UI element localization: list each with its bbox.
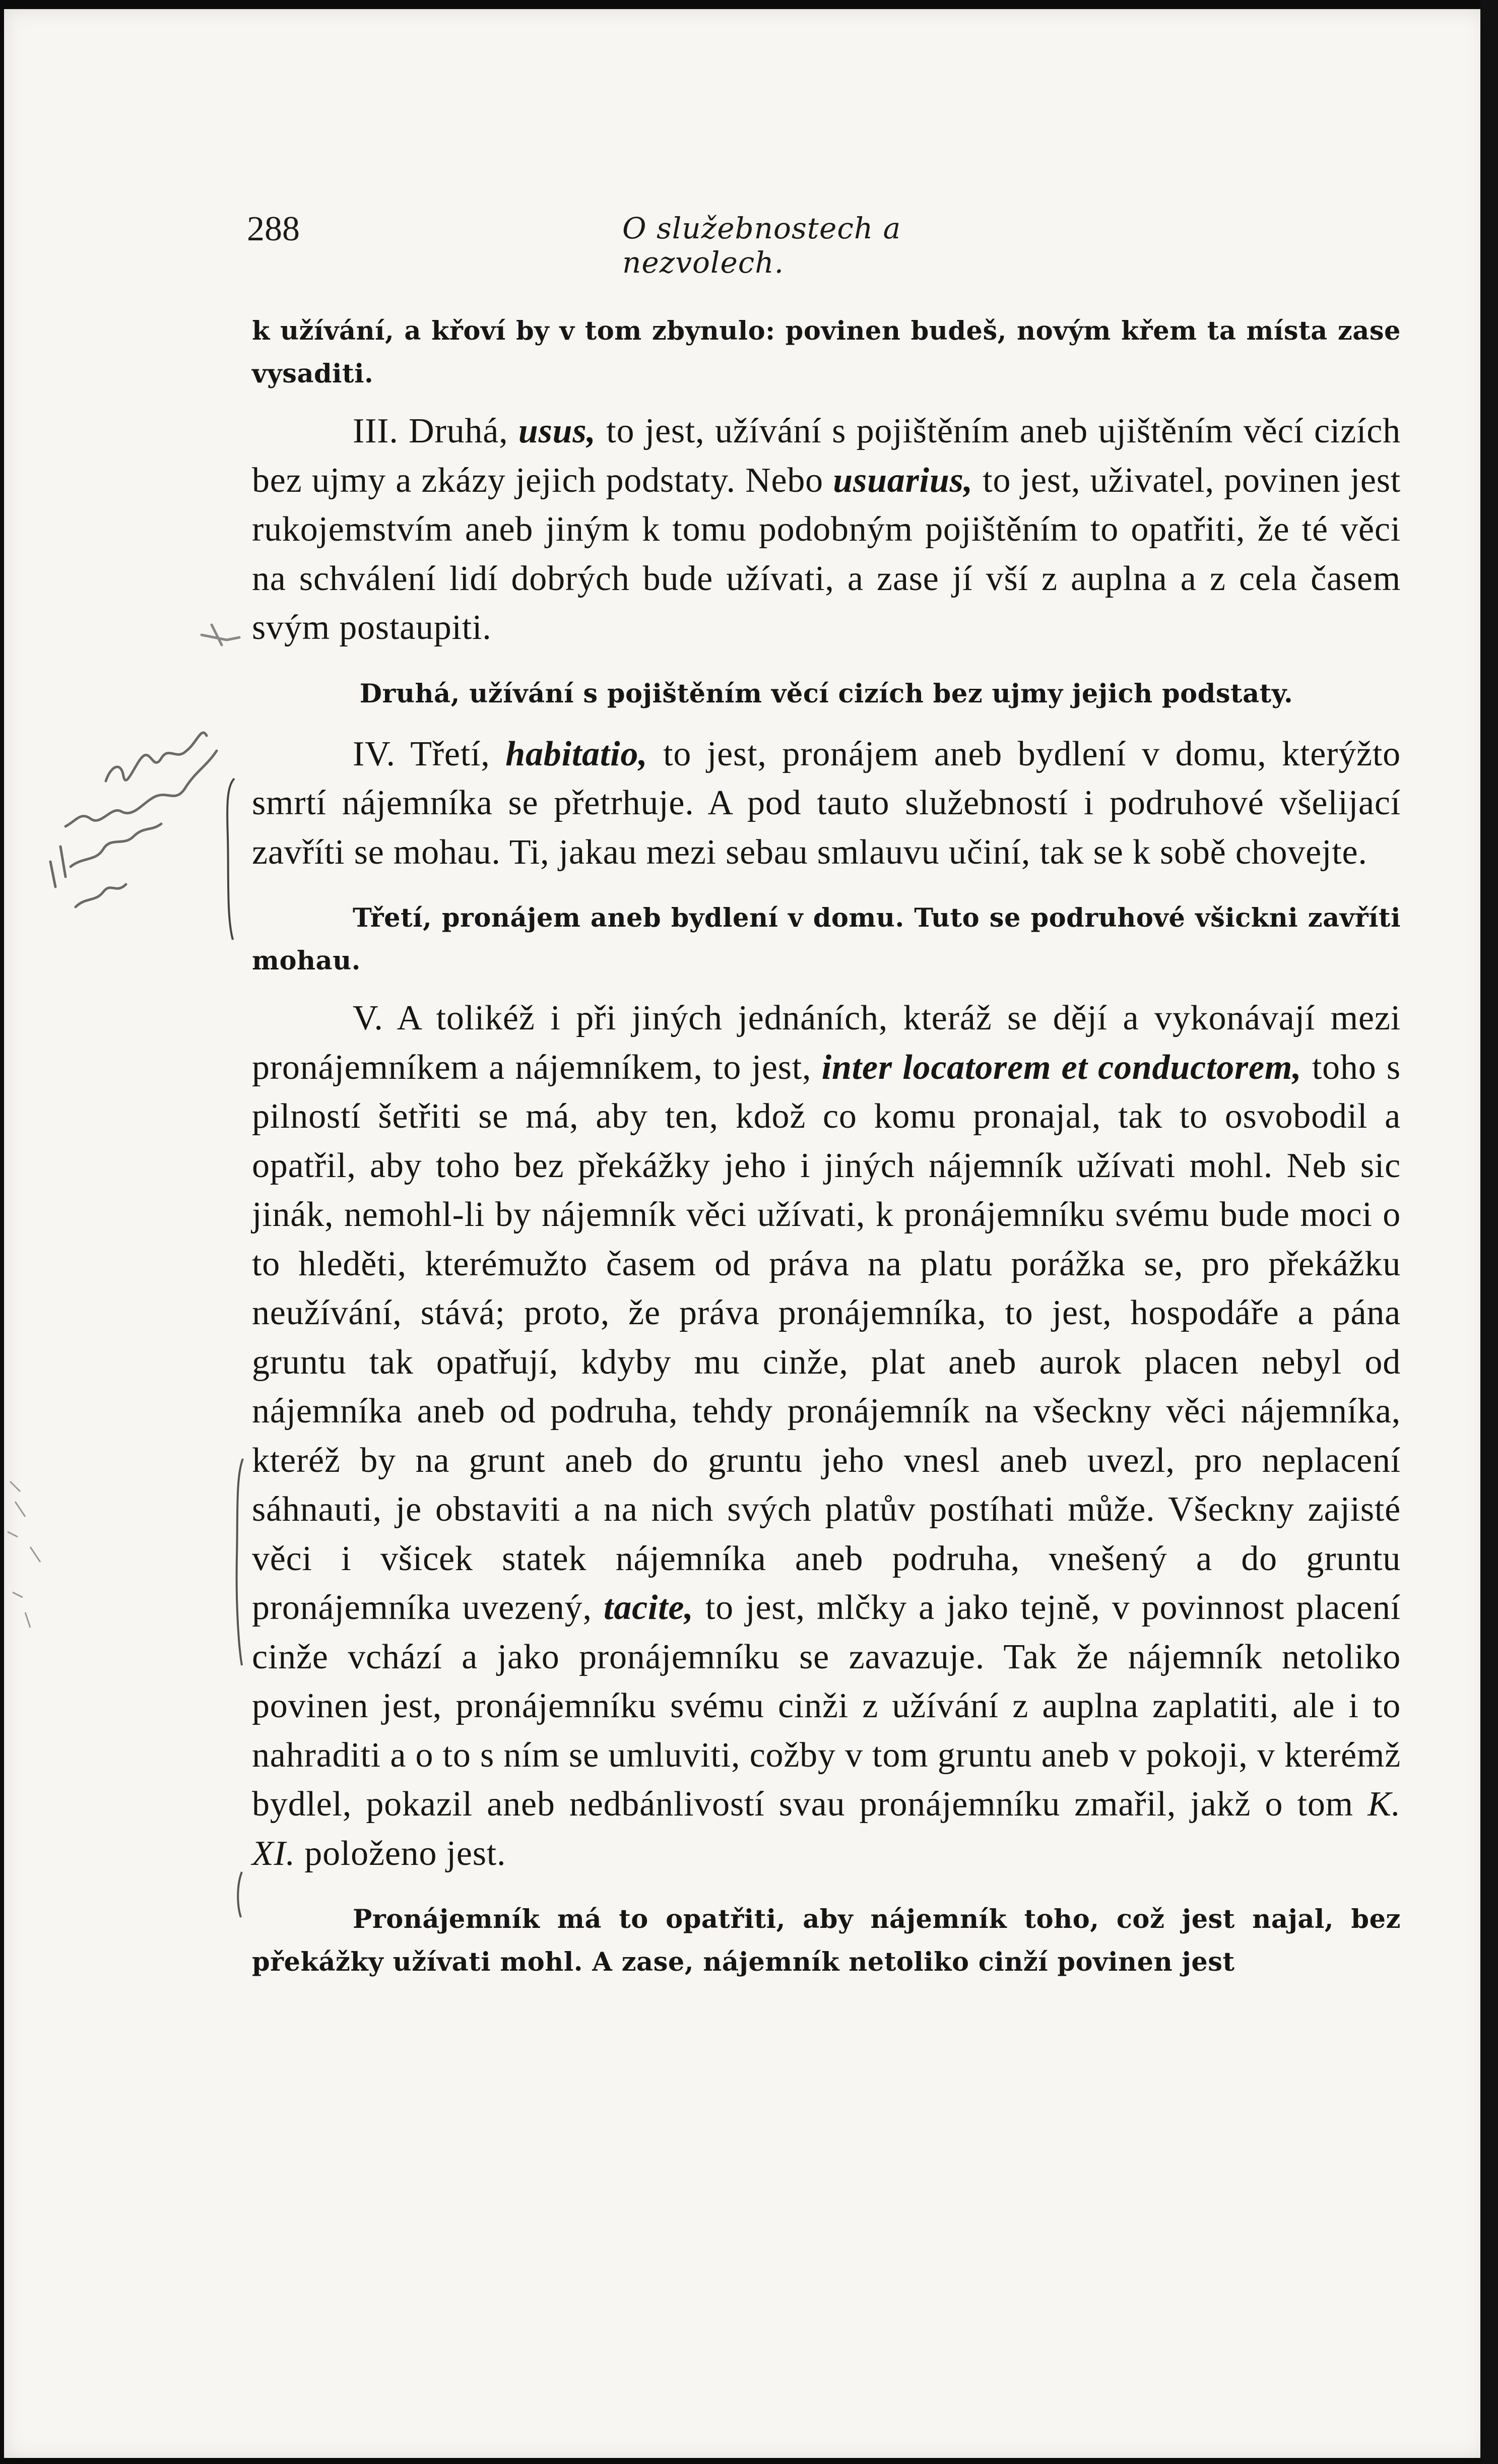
note-text: k užívání, a křoví by v tom zbynulo: povinen budeš, novým křem ta místa zase vysaditi. [252,316,1401,389]
text-run: to jest, pronájem aneb bydlení v domu, kterýžto smrtí nájemníka se přetrhuje. A pod tauto služebností i podruhové všelijací zavříti se mohau. Ti, jakau mezi sebau smlauvu učiní, tak se k sobě chovejte. [252,734,1401,872]
text-run: položeno jest. [304,1834,506,1873]
text-run: to jest, užívání s pojištěním aneb ujištěním věcí cizích bez ujmy a zkázy jejich podstaty. Nebo [252,412,1401,500]
summary-note [252,897,1401,983]
page-header [247,209,1063,280]
paragraph-III [252,407,1401,653]
latin-term: usus, [518,412,596,450]
margin-bracket [232,1869,247,1920]
margin-pencil-mark [191,605,252,665]
summary-note [252,1898,1401,1984]
margin-bracket [232,1456,247,1668]
text-run: A tolikéž i při jiných jednáních, kteráž se dějí a vykonávají mezi pronájemníkem a nájemníkem, to jest, [252,999,1401,1087]
text-run: to jest, uživatel, povinen jest rukojemstvím aneb jiným k tomu podobným pojištěním to opatřiti, že té věci na schválení lidí dobrých bude užívati, a zase jí vší z auplna a z cela časem svým postaupiti. [252,461,1401,647]
latin-term: tacite, [604,1588,694,1627]
page-text [252,310,1401,1984]
cross-reference: K. XI. [252,1785,1401,1873]
scan-specks [0,1461,81,1713]
text-run: Třetí, [410,734,490,773]
page-number: 288 [247,210,300,248]
paragraph-V [252,994,1401,1878]
continued-note [252,310,1401,396]
section-number: V. [353,999,383,1038]
running-title: O služebnostech a nezvolech. [622,211,901,280]
note-text: Druhá, užívání s pojištěním věcí cizích bez ujmy jejich podstaty. [359,678,1293,709]
latin-term: usuarius, [833,461,973,500]
section-number: IV. [353,734,396,773]
text-run: toho s pilností šetřiti se má, aby ten, kdož co komu pronajal, tak to osvobodil a opatřil, aby toho bez překážky jeho i jiných nájemník užívati mohl. Neb sic jinák, nemohl-li by nájemník věci užívati, k pronájemníku svému bude moci o to hleděti, kterémužto časem od práva na platu porážka se, pro překážku neužívání, stává; proto, že práva pronájemníka, to jest, hospodáře a pána gruntu tak opatřují, kdyby mu cinže, plat aneb aurok placen nebyl od nájemníka aneb od podruha, tehdy pronájemník na všeckny věci nájemníka, kteréž by na grunt aneb do gruntu jeho vnesl aneb uvezl, pro neplacení sáhnauti, je obstaviti a na nich svých platův postíhati může. Všeckny zajisté věci i všicek statek nájemníka aneb podruha, vnešený a do gruntu pronájemníka uvezený, [252,1048,1401,1627]
latin-term: habitatio, [505,734,648,773]
note-text: Pronájemník má to opatřiti, aby nájemník toho, což jest najal, bez překážky užívati mohl. A zase, nájemník netoliko cinží povinen jest [252,1904,1401,1977]
handwritten-marginal-note [35,695,247,957]
note-text: Třetí, pronájem aneb bydlení v domu. Tuto se podruhové všickni zavříti mohau. [252,903,1401,976]
summary-note [252,673,1401,716]
latin-term: inter locatorem et conductorem, [821,1048,1302,1087]
paragraph-IV [252,730,1401,877]
margin-bracket [222,776,237,942]
text-run: Druhá, [409,412,508,450]
scan-edge [1480,0,1498,2464]
text-run: to jest, mlčky a jako tejně, v povinnost placení cinže vchází a jako pronájemníku se zavazuje. Tak že nájemník netoliko povinen jest, pronájemníku svému cinži z užívání z auplna zaplatiti, ale i to nahraditi a o to s ním se umluviti, cožby v tom gruntu aneb v pokoji, v kterémž bydlel, pokazil aneb nedbánlivostí svau pronájemníku zmařil, jakž o tom [252,1588,1401,1824]
section-number: III. [353,412,399,450]
